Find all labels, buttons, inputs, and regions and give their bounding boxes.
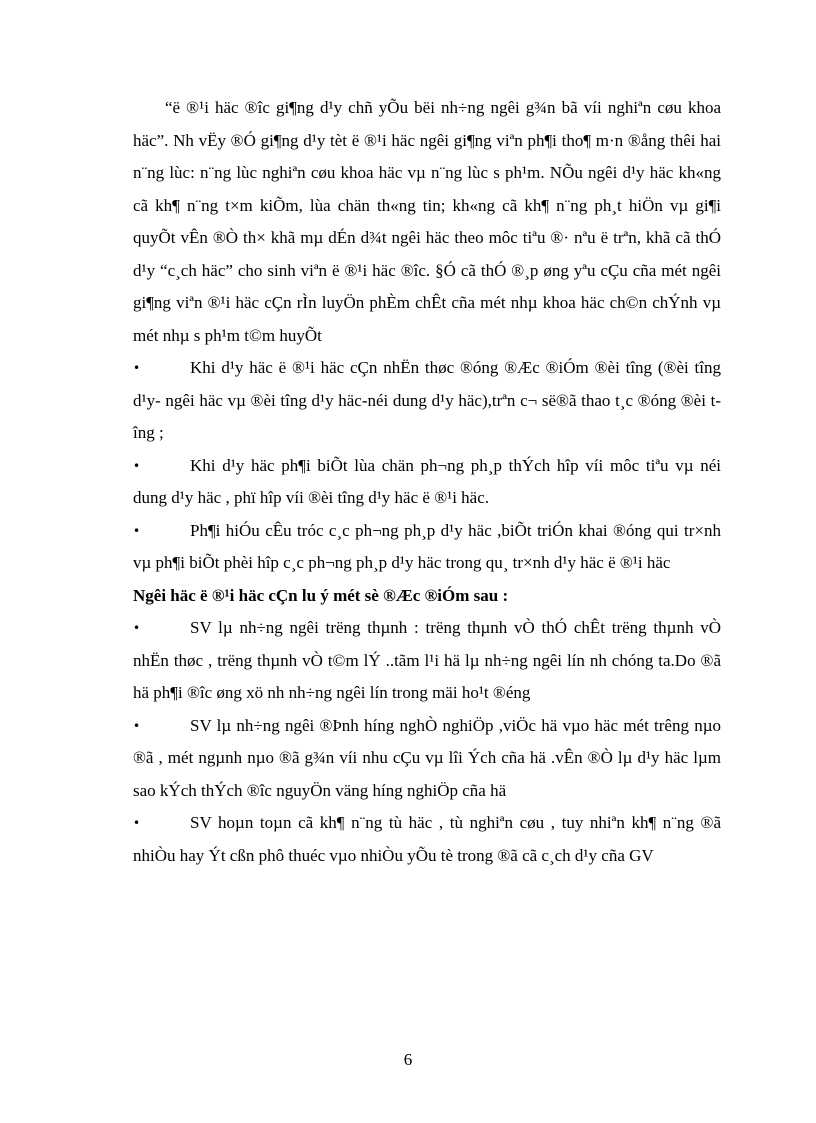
bullet-icon: • <box>133 523 141 538</box>
list-item-text: SV lµ nh÷ng ngêi ®Þnh híng nghÒ nghiÖp ,viÖc hä vµo häc mét trêng nµo ®ã , mét ngµnh nµo ®ã g¾n víi nhu cÇu vµ lîi Ých cña hä .vÊn ®Ò lµ d¹y häc lµm sao kÝch thÝch ®îc nguyÖn väng híng nghiÖp cña hä <box>133 715 721 800</box>
list-item <box>133 807 721 872</box>
bullet-icon: • <box>133 816 141 830</box>
list-item-text: Khi d¹y häc ph¶i biÕt lùa chän ph¬ng ph¸p thÝch hîp víi môc tiªu vµ néi dung d¹y häc , phï hîp víi ®èi tîng d¹y häc ë ®¹i häc. <box>133 455 721 507</box>
list-item <box>133 450 721 515</box>
list-item-text: Ph¶i hiÓu cÊu tróc c¸c ph¬ng ph¸p d¹y häc ,biÕt triÓn khai ®óng qui tr×nh vµ ph¶i biÕt phèi hîp c¸c ph¬ng ph¸p d¹y häc trong qu¸ tr×nh d¹y häc ë ®¹i häc <box>133 520 721 572</box>
list-item <box>133 352 721 450</box>
page-number: 6 <box>403 1050 413 1069</box>
document-body <box>133 92 721 872</box>
section-heading: Ngêi häc ë ®¹i häc cÇn lu ý mét sè ®Æc ®iÓm sau : <box>133 585 509 605</box>
list-item-text: SV lµ nh÷ng ngêi trëng thµnh : trëng thµnh vÒ thÓ chÊt trëng thµnh vÒ nhËn thøc , trëng thµnh vÒ t©m lÝ ..tãm l¹i hä lµ nh÷ng ngêi lín nh chóng ta.Do ®ã hä ph¶i ®îc øng xö nh nh÷ng ngêi lín trong mäi ho¹t ®éng <box>133 618 721 702</box>
intro-paragraph: “ë ®¹i häc ®îc gi¶ng d¹y chñ yÕu bëi nh÷ng ngêi g¾n bã víi nghiªn cøu khoa häc”. Nh vËy ®Ó gi¶ng d¹y tèt ë ®¹i häc ngêi gi¶ng viªn ph¶i tho¶ m·n ®ång thêi hai n¨ng lùc: n¨ng lùc nghiªn cøu khoa häc vµ n¨ng lùc s ph¹m. NÕu ngêi d¹y häc kh«ng cã kh¶ n¨ng t×m kiÕm, lùa chän th«ng tin; kh«ng cã kh¶ n¨ng ph¸t hiÖn vµ gi¶i quyÕt vÊn ®Ò th× khã mµ dÉn d¾t ngêi häc theo môc tiªu ®· nªu ë trªn, khã cã thÓ d¹y “c¸ch häc” cho sinh viªn ë ®¹i häc ®îc. §Ó cã thÓ ®¸p øng yªu cÇu cña mét ngêi gi¶ng viªn ®¹i häc cÇn rÌn luyÖn phÈm chÊt cña mét nhµ khoa häc ch©n chÝnh vµ mét nhµ s ph¹m t©m huyÕt <box>133 98 721 345</box>
bullet-icon: • <box>133 621 141 635</box>
list-item <box>133 710 721 808</box>
bullet-icon: • <box>133 718 141 733</box>
list-item <box>133 515 721 580</box>
bullet-icon: • <box>133 458 141 473</box>
list-item <box>133 612 721 710</box>
list-item-text: Khi d¹y häc ë ®¹i häc cÇn nhËn thøc ®óng ®Æc ®iÓm ®èi tîng (®èi tîng d¹y- ngêi häc vµ ®èi tîng d¹y häc-néi dung d¹y häc),trªn c¬ së®ã thao t¸c ®óng ®èi tîng ; <box>133 358 721 442</box>
list-item-text: SV hoµn toµn cã kh¶ n¨ng tù häc , tù nghiªn cøu , tuy nhiªn kh¶ n¨ng ®ã nhiÒu hay Ýt cßn phô thuéc vµo nhiÒu yÕu tè trong ®ã cã c¸ch d¹y cña GV <box>133 813 721 865</box>
bullet-icon: • <box>133 361 141 375</box>
